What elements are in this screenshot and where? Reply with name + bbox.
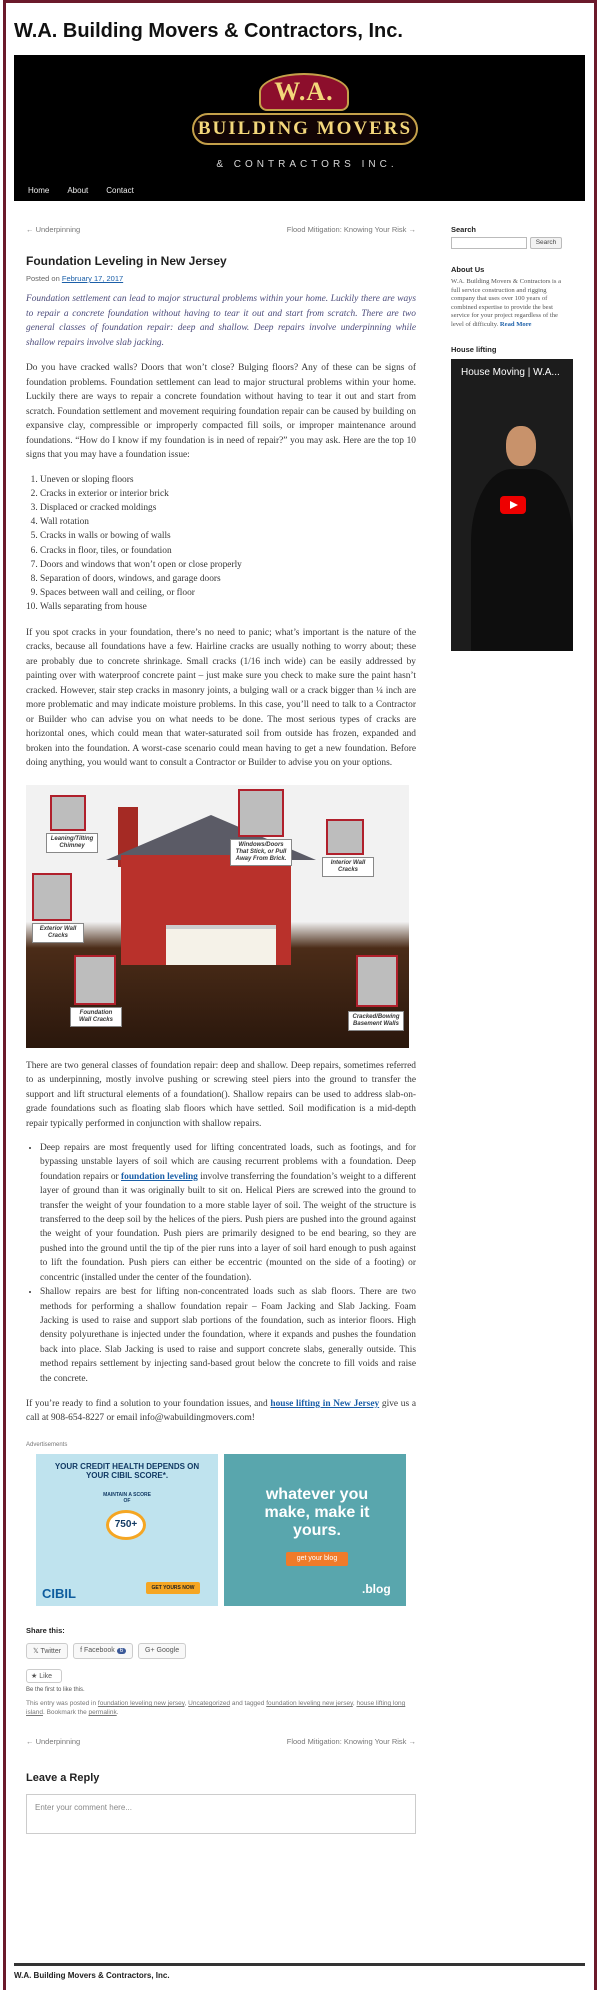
list-item: 5. Cracks in walls or bowing of walls xyxy=(40,529,416,543)
list-item: 8. Separation of doors, windows, and garage doors xyxy=(40,572,416,586)
closing-text-b: give us a call at 908-654-8227 or email info@wabuildingmovers.com! xyxy=(26,1398,417,1424)
ads-row xyxy=(26,1454,416,1606)
reply-title: Leave a Reply xyxy=(26,1771,100,1784)
repair-bullets xyxy=(26,1141,416,1386)
share-title: Share this: xyxy=(26,1625,65,1635)
share-buttons xyxy=(26,1643,416,1659)
site-title[interactable]: W.A. Building Movers & Contractors, Inc. xyxy=(14,20,403,42)
facebook-count-badge: 6 xyxy=(117,1648,126,1654)
permalink-link[interactable]: permalink xyxy=(88,1708,117,1716)
first-like-text: Be the first to like this. xyxy=(26,1686,85,1693)
paragraph-1: Do you have cracked walls? Doors that won’t close? Bulging floors? Any of these can be signs of foundation problems. Foundation settlement can lead to major structural problems within your home. Luckily there are ways to repair a concrete foundation without having to tear it out and start from scratch. Foundation settlement and movement requiring foundation repair can be caused by building on expansive clay, compressible or improperly compacted fill soils, or improper maintenance around foundations. “How do I know if my foundation is in need of repair?” you may ask. Here are the top 10 signs that you may have a foundation issue: xyxy=(26,363,416,460)
closing-paragraph xyxy=(26,1397,416,1426)
nav-home[interactable]: Home xyxy=(28,186,50,195)
read-more-link[interactable]: Read More xyxy=(499,320,532,328)
basement-callout-image xyxy=(356,955,398,1007)
list-item: 7. Doors and windows that won’t open or close properly xyxy=(40,558,416,572)
callout-interior: Interior Wall Cracks xyxy=(322,857,374,877)
post-nav-top xyxy=(26,225,416,234)
signs-list xyxy=(26,473,416,615)
cibil-score: 750+ xyxy=(106,1510,146,1540)
callout-foundation: Foundation Wall Cracks xyxy=(70,1007,122,1027)
blog-ad-text: whatever you make, make it yours. xyxy=(264,1485,370,1539)
cibil-brand: CIBIL xyxy=(42,1585,76,1601)
porch-shape xyxy=(166,925,276,965)
share-facebook-button[interactable] xyxy=(73,1643,133,1659)
list-item: 6. Cracks in floor, tiles, or foundation xyxy=(40,544,416,558)
blog-cta-button[interactable]: get your blog xyxy=(286,1552,348,1566)
share-google-label: Google xyxy=(156,1646,180,1654)
nav-contact[interactable]: Contact xyxy=(106,186,134,195)
list-item: 10. Walls separating from house xyxy=(40,600,416,614)
footer[interactable]: W.A. Building Movers & Contractors, Inc. xyxy=(14,1963,585,1980)
about-body: W.A. Building Movers & Contractors is a full service construction and rigging company that uses over 100 years of combined expertise to provide the best service for your project regardless of the level of difficulty. xyxy=(451,278,562,328)
foundation-leveling-link[interactable]: foundation leveling xyxy=(121,1171,198,1182)
share-google-button[interactable] xyxy=(138,1643,186,1659)
cibil-maintain: MAINTAIN A SCORE OF xyxy=(103,1491,151,1504)
logo-wa: W.A. xyxy=(259,73,349,111)
blog-ad[interactable] xyxy=(224,1454,406,1606)
cibil-cta-button[interactable]: GET YOURS NOW xyxy=(146,1582,200,1594)
list-item: • Shallow repairs are best for lifting non-concentrated loads such as slab floors. There are two methods for performing a shallow foundation repair – Foam Jacking and Slab Jacking. Foam Jacking is used to raise and support slab portions of the foundation, such as interior floors. High density polyurethane is injected under the foundation, where it expands and pushes the foundation back into place. Slab Jacking is used to raise and support concrete slabs, generally outside. This method repairs settlement by injecting sand-based grout below the concrete to fill voids and raise the concrete. xyxy=(40,1285,416,1386)
next-post-link[interactable]: Flood Mitigation: Knowing Your Risk → xyxy=(286,225,416,234)
logo-contractors: & CONTRACTORS INC. xyxy=(216,159,398,170)
like-label: Like xyxy=(39,1672,53,1680)
about-widget-title: About Us xyxy=(451,265,485,274)
search-button[interactable]: Search xyxy=(530,237,562,249)
play-icon[interactable] xyxy=(500,496,526,514)
posted-label: Posted on xyxy=(26,274,60,283)
foundation-problems-illustration xyxy=(26,785,409,1048)
interior-callout-image xyxy=(326,819,364,855)
list-item: 4. Wall rotation xyxy=(40,515,416,529)
video-embed[interactable] xyxy=(451,359,573,651)
entry-meta: This entry was posted in foundation leveling new jersey, Uncategorized and tagged foundation leveling new jersey, house lifting long island. Bookmark the permalink. xyxy=(26,1699,406,1716)
sidebar xyxy=(451,225,569,651)
list-item: 1. Uneven or sloping floors xyxy=(40,473,416,487)
post-title: Foundation Leveling in New Jersey xyxy=(26,254,227,268)
prev-post-link[interactable]: ← Underpinning xyxy=(26,1736,81,1746)
video-person-head xyxy=(506,426,536,466)
list-item xyxy=(40,1141,416,1285)
main-nav xyxy=(14,180,148,201)
entry-meta-prefix: This entry was posted in xyxy=(26,1699,97,1707)
facebook-icon: f xyxy=(80,1646,84,1654)
post-date-link[interactable]: February 17, 2017 xyxy=(61,274,124,283)
callout-exterior: Exterior Wall Cracks xyxy=(32,923,84,943)
comment-input[interactable]: Enter your comment here... xyxy=(26,1794,416,1834)
list-item: 3. Displaced or cracked moldings xyxy=(40,501,416,515)
entry-meta-tagged: and tagged xyxy=(231,1699,265,1707)
post-intro: Foundation settlement can lead to major structural problems within your home. Luckily there are ways to repair a concrete foundation without having to tear it out and start from scratch. There are two general classes of foundation repair: deep and shallow. Deep repairs involve underpinning while shallow repairs involve slab jacking. xyxy=(26,294,416,348)
callout-windows: Windows/Doors That Stick, or Pull Away From Brick. xyxy=(230,839,292,866)
closing-text-a: If you’re ready to find a solution to your foundation issues, and xyxy=(26,1398,268,1409)
category-link[interactable]: foundation leveling new jersey xyxy=(97,1699,185,1707)
bullet-1-text-b: involve transferring the foundation’s weight to a different layer of ground than it was originally built to sit on. Helical Piers are screwed into the ground to transfer the weight of your foundation to a more stable layer of soil. The weight of the structure is transferred to the deep soil by the helices of the piers. Push piers are pushed into the ground against the weight of your foundation. Push piers are primarily designed to be end bearing, so they are pushed into the ground until the tip of the pier runs into a layer of soil hard enough to push against to lift the foundation. Push piers can either be eccentric (mounted on the side of a footing) or concentric (installed under the center of the foundation). xyxy=(40,1171,416,1283)
star-icon: ★ xyxy=(31,1672,40,1680)
entry-meta-bookmark: . Bookmark the xyxy=(42,1708,87,1716)
list-item: 2. Cracks in exterior or interior brick xyxy=(40,487,416,501)
next-post-link[interactable]: Flood Mitigation: Knowing Your Risk → xyxy=(286,1736,416,1746)
video-title[interactable]: House Moving | W.A... xyxy=(461,367,560,378)
search-form xyxy=(451,237,569,249)
nav-about[interactable]: About xyxy=(67,186,89,195)
post-date xyxy=(26,274,416,283)
cibil-ad[interactable] xyxy=(36,1454,218,1606)
callout-basement: Cracked/Bowing Basement Walls xyxy=(348,1011,404,1031)
blog-brand: .blog xyxy=(362,1581,391,1596)
paragraph-3: There are two general classes of foundation repair: deep and shallow. Deep repairs, sometimes referred to as underpinning, mostly involve pushing or screwing steel piers into the ground to transfer the support and lift structural elements of a foundation(). Shallow repairs can be used to address slab-on-grade foundations such as floating slab floors which have settled. Soil modification is a mid-depth repair typically performed in conjunction with shallow repairs. xyxy=(26,1060,416,1129)
search-input[interactable] xyxy=(451,237,527,249)
about-text xyxy=(451,278,569,329)
share-twitter-label: Twitter xyxy=(40,1647,62,1655)
foundation-callout-image xyxy=(74,955,116,1005)
list-item: 9. Spaces between wall and ceiling, or floor xyxy=(40,586,416,600)
prev-post-link[interactable]: ← Underpinning xyxy=(26,225,81,234)
windows-callout-image xyxy=(238,789,284,837)
main-content xyxy=(26,225,416,1834)
google-plus-icon: G+ xyxy=(145,1646,157,1654)
logo-building-movers: BUILDING MOVERS xyxy=(192,113,418,145)
category-link[interactable]: Uncategorized xyxy=(188,1699,231,1707)
twitter-icon: 𝕏 xyxy=(33,1647,41,1655)
paragraph-2: If you spot cracks in your foundation, there’s no need to panic; what’s important is the nature of the cracks, because all foundations have a few. Hairline cracks are usually nothing to worry about; these are probably due to concrete shrinkage. Small cracks (1/16 inch wide) can be easily addressed by painting over with waterproof concrete paint – just make sure you check to make sure the paint hasn’t cracked. However, stair step cracks in masonry joints, a bulging wall or a crack bigger than ¼ inch are more problematic and may indicate moisture problems. In this case, you’ll need to talk to a Contractor or Builder who can advise you on what needs to be done. The most serious types of cracks are horizontal ones, which could mean that water-saturated soil from outside has frozen, expanded and broken into the foundation. A worst-case scenario could mean having to get a new foundation. Before doing anything, you would want to consult a Contractor or Builder to advise you on your options. xyxy=(26,627,416,769)
exterior-callout-image xyxy=(32,873,72,921)
video-widget-title: House lifting xyxy=(451,345,497,354)
tag-link[interactable]: foundation leveling new jersey xyxy=(266,1699,353,1707)
share-facebook-label: Facebook xyxy=(83,1646,115,1654)
tag-link[interactable]: house lifting long island xyxy=(26,1699,406,1716)
post-nav-bottom xyxy=(26,1737,416,1746)
chimney-callout-image xyxy=(50,795,86,831)
cibil-headline: YOUR CREDIT HEALTH DEPENDS ON YOUR CIBIL SCORE*. xyxy=(54,1461,200,1480)
logo[interactable] xyxy=(182,71,432,181)
callout-chimney: Leaning/Tilting Chimney xyxy=(46,833,98,853)
ads-label: Advertisements xyxy=(26,1441,68,1448)
like-button[interactable] xyxy=(26,1669,62,1683)
bullet-1-text-a: Deep repairs are most frequently used for lifting concentrated loads, such as footings, and for bypassing unstable layers of soil which are causing recurrent problems with a foundation. Deep foundation repairs or xyxy=(40,1143,416,1182)
search-widget-title: Search xyxy=(451,225,477,234)
house-lifting-link[interactable]: house lifting in New Jersey xyxy=(270,1398,380,1409)
share-twitter-button[interactable] xyxy=(26,1643,68,1659)
